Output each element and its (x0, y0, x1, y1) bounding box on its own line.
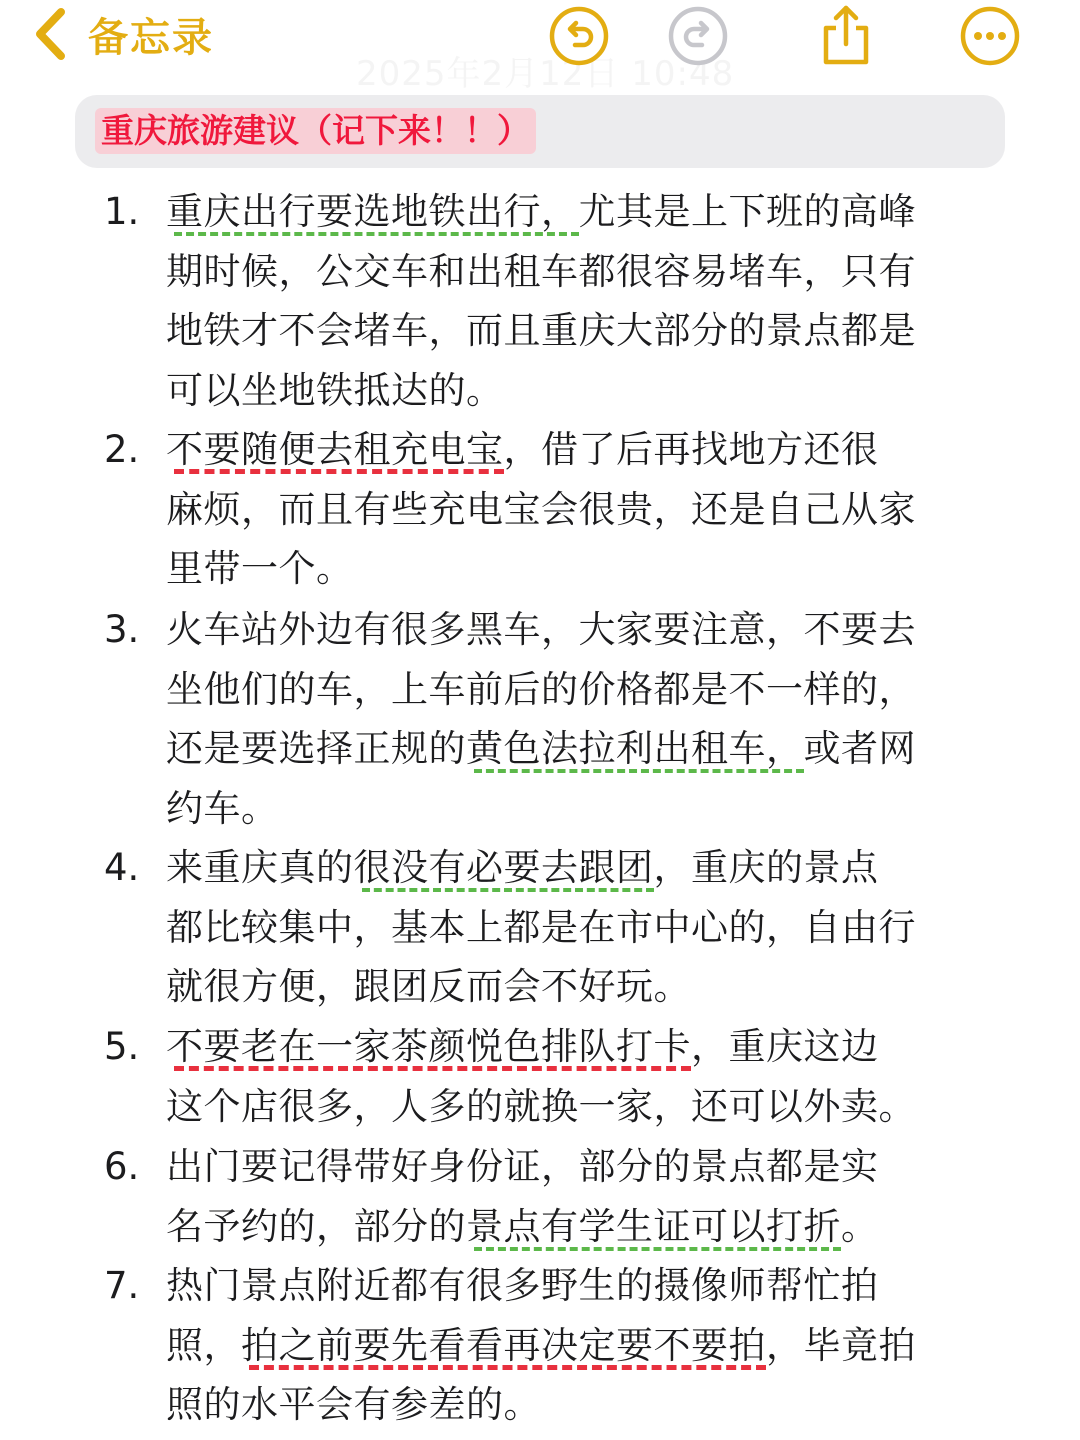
list-item-line (166, 420, 1006, 480)
list-item-line (166, 957, 1006, 1017)
chevron-left-icon (34, 8, 66, 60)
text-segment: 可以坐地铁抵达的。 (166, 369, 504, 413)
list-item-number: 5. (104, 1025, 140, 1068)
list-item-line (166, 301, 1006, 361)
text-segment: 热门景点附近都有很多野生的摄像师帮忙拍 (166, 1264, 879, 1307)
list-item-line (166, 719, 1006, 779)
green-dashed-underline-text: 黄色法拉利出租车， (466, 727, 804, 771)
list-item-number: 1. (104, 190, 140, 233)
list-item-line (166, 600, 1006, 660)
green-dashed-underline-text: 重庆出行要选地铁出行， (166, 190, 579, 233)
redo-button[interactable] (666, 4, 730, 68)
text-segment: ，重庆的景点 (653, 846, 879, 889)
green-dashed-underline-text: 景点有学生证可以打折 (466, 1204, 841, 1248)
undo-button[interactable] (547, 4, 611, 68)
list-item-line (166, 539, 1006, 599)
text-segment: ，毕竟拍 (766, 1323, 916, 1367)
note-title: 重庆旅游建议（记下来！！） (95, 108, 536, 154)
text-segment: 名予约的，部分的 (166, 1204, 466, 1248)
more-button[interactable] (958, 4, 1022, 68)
text-segment: 来重庆真的 (166, 846, 354, 889)
list-item-line (166, 779, 1006, 839)
text-segment: 约车。 (166, 787, 279, 831)
share-icon (814, 4, 878, 68)
text-segment: 里带一个。 (166, 547, 354, 591)
list-item-line (166, 361, 1006, 421)
top-toolbar (0, 0, 1080, 94)
text-segment: ，重庆这边 (691, 1025, 879, 1068)
list-item-number: 7. (104, 1264, 140, 1307)
red-dashed-underline-text: 不要随便去租充电宝 (166, 428, 504, 471)
text-segment: 。 (841, 1204, 879, 1248)
list-item-line (166, 1256, 1006, 1316)
note-date-faint: 2025年2月12日 10:48 (356, 54, 735, 94)
text-segment: 尤其是上下班的高峰 (578, 190, 916, 233)
text-segment: ，借了后再找地方还很 (503, 428, 879, 471)
red-dashed-underline-text: 不要老在一家茶颜悦色排队打卡 (166, 1025, 691, 1068)
list-item-line (166, 838, 1006, 898)
text-segment: 麻烦，而且有些充电宝会很贵，还是自己从家 (166, 487, 916, 531)
list-item-line (166, 242, 1006, 302)
back-button[interactable] (34, 4, 214, 64)
text-segment: 火车站外边有很多黑车，大家要注意，不要去 (166, 608, 916, 651)
text-segment: 照， (166, 1323, 241, 1367)
list-item-line (166, 898, 1006, 958)
green-dashed-underline-text: 很没有必要去跟团 (353, 846, 654, 889)
text-segment: 照的水平会有参差的。 (166, 1383, 541, 1427)
text-segment: 出门要记得带好身份证，部分的景点都是实 (166, 1145, 879, 1188)
list-item-number: 6. (104, 1145, 140, 1188)
list-item-line (166, 1077, 1006, 1137)
note-title-bar[interactable] (75, 95, 1005, 168)
list-item-number: 4. (104, 846, 140, 889)
list-item-line (166, 1017, 1006, 1077)
redo-icon (666, 4, 730, 68)
list-item-number: 2. (104, 428, 140, 471)
text-segment: 坐他们的车，上车前后的价格都是不一样的， (166, 667, 916, 711)
list-item-line (166, 480, 1006, 540)
text-segment: 都比较集中，基本上都是在市中心的，自由行 (166, 905, 916, 949)
text-segment: 这个店很多，人多的就换一家，还可以外卖。 (166, 1084, 916, 1128)
list-item-line (166, 1197, 1006, 1257)
red-dashed-underline-text: 拍之前要先看看再决定要不要拍 (241, 1323, 766, 1367)
undo-icon (547, 4, 611, 68)
text-segment: 期时候，公交车和出租车都很容易堵车，只有 (166, 249, 916, 293)
list-item-number: 3. (104, 608, 140, 651)
list-item-line (166, 1316, 1006, 1376)
list-item-line (166, 1137, 1006, 1197)
list-item-line (166, 1375, 1006, 1435)
share-button[interactable] (814, 4, 878, 68)
text-segment: 地铁才不会堵车，而且重庆大部分的景点都是 (166, 309, 916, 353)
text-segment: 就很方便，跟团反而会不好玩。 (166, 965, 691, 1009)
list-item-line (166, 182, 1006, 242)
text-segment: 或者网 (803, 727, 916, 771)
more-icon (958, 4, 1022, 68)
text-segment: 还是要选择正规的 (166, 727, 466, 771)
list-item-line (166, 660, 1006, 720)
back-label: 备忘录 (88, 14, 214, 61)
